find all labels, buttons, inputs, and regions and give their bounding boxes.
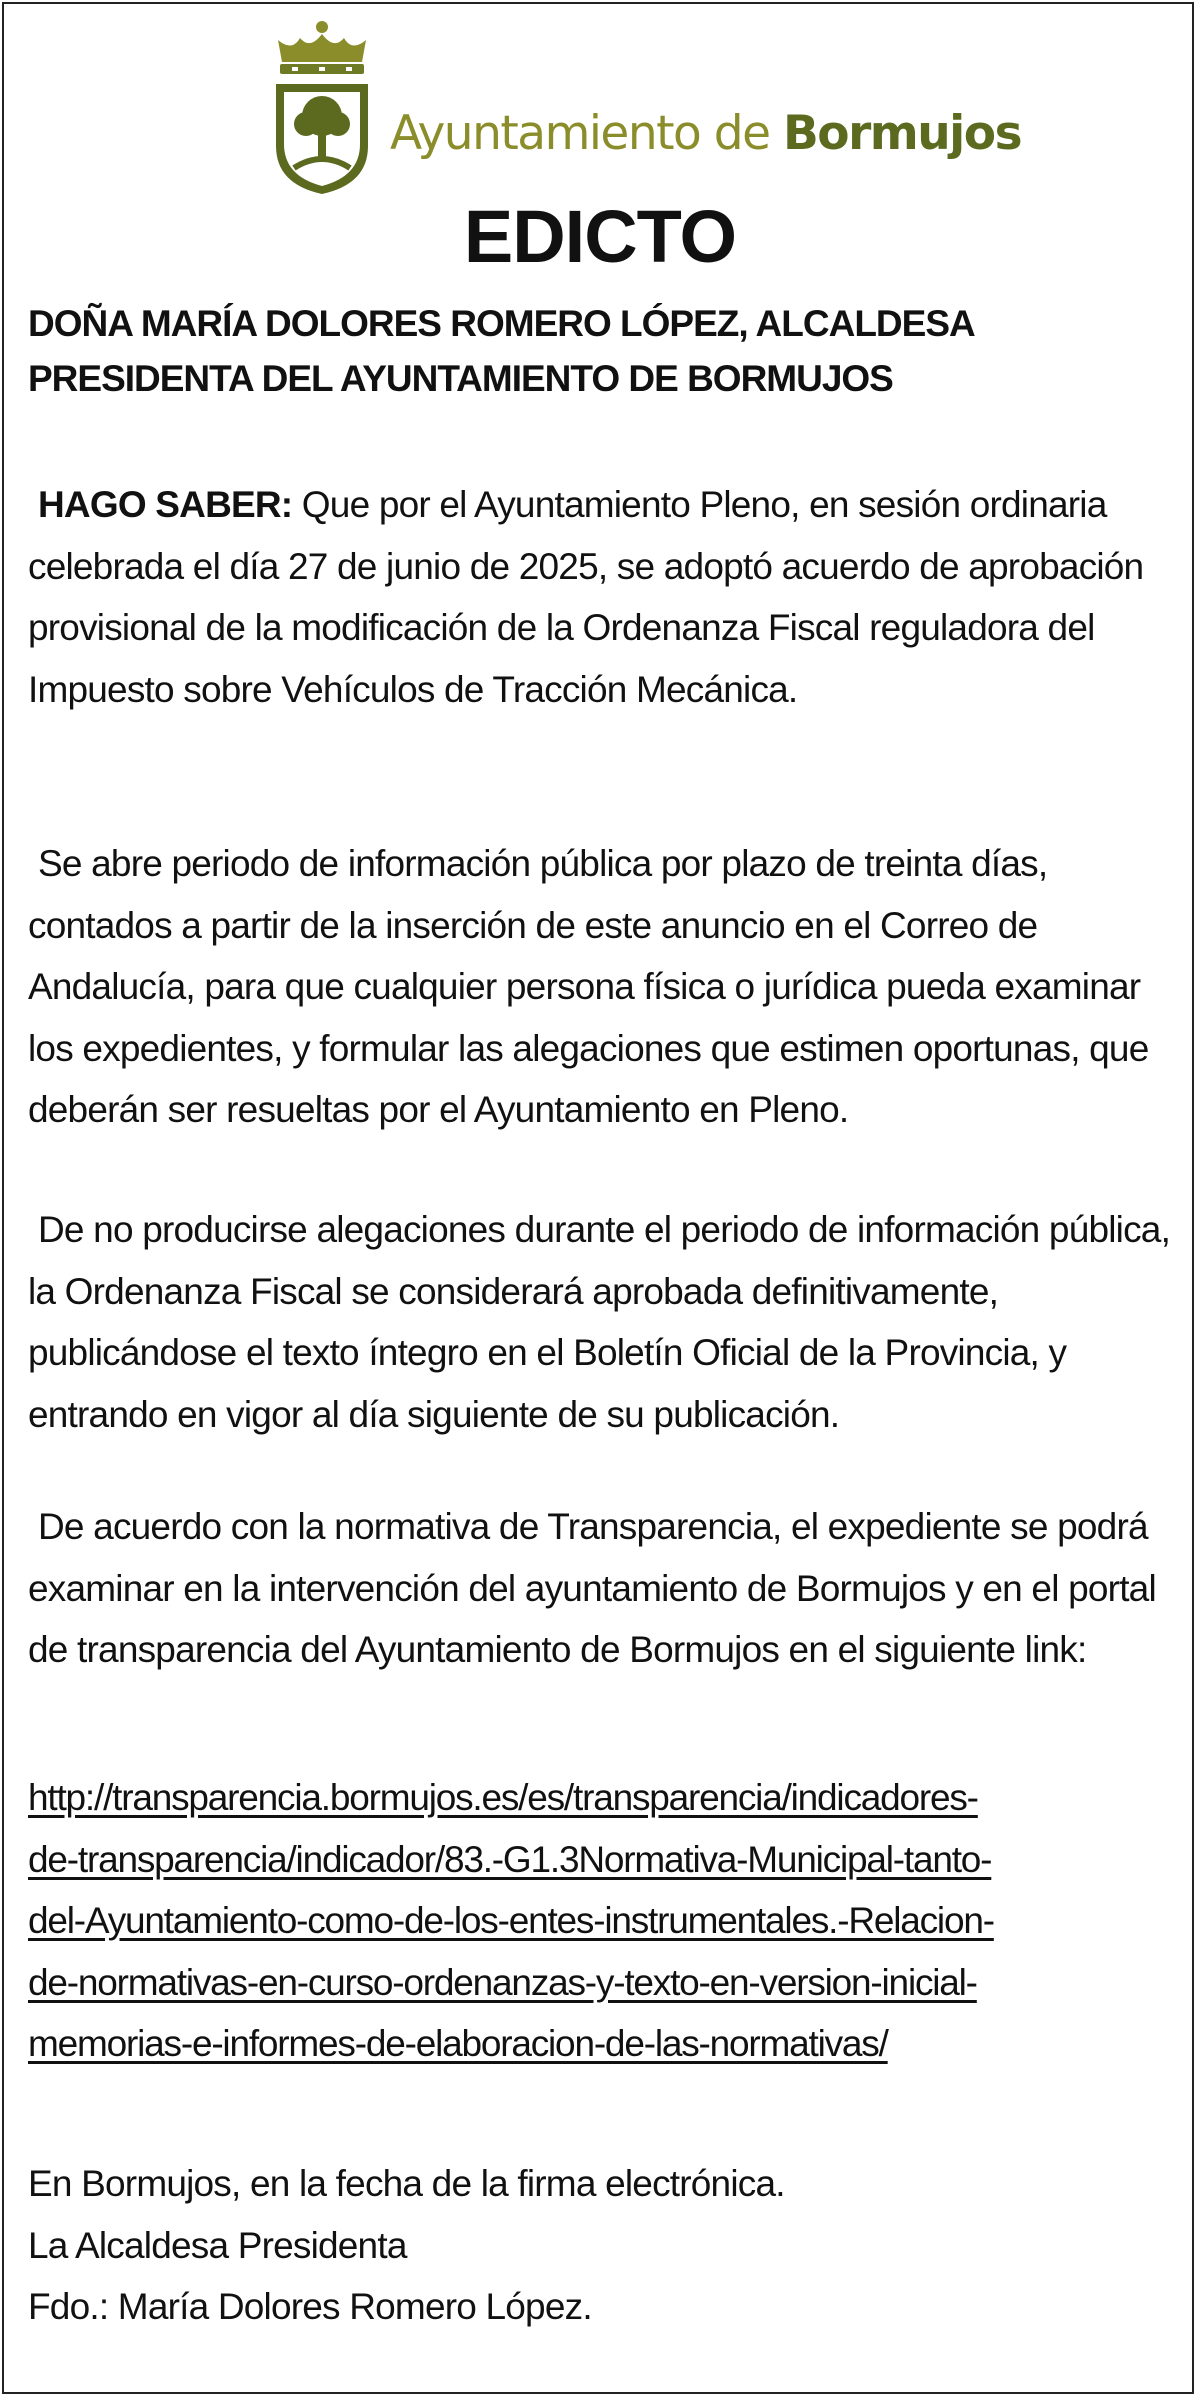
organization-name-emphasis: Bormujos [782, 106, 1022, 161]
transparency-link-line: memorias-e-informes-de-elaboracion-de-las-normativas/ [28, 2023, 888, 2064]
paragraph-public-information-text: Se abre periodo de información pública por plazo de treinta días, contados a partir de la inserción de este anuncio en el Correo de Andalucía, para que cualquier persona física o jurídica pueda examinar los expedientes, y formular las alegaciones que estimen oportunas, que deberán ser resueltas por el Ayuntamiento en Pleno. [28, 843, 1149, 1130]
transparency-link-line: http://transparencia.bormujos.es/es/transparencia/indicadores- [28, 1777, 978, 1818]
paragraph-definitive-approval [28, 1199, 1178, 1445]
paragraph-announcement [28, 474, 1178, 720]
transparency-portal-link[interactable] [28, 1767, 1178, 2075]
transparency-link-line: de-transparencia/indicador/83.-G1.3Normativa-Municipal-tanto- [28, 1838, 992, 1880]
document-title: EDICTO [463, 195, 737, 278]
transparency-link-line: de-normativas-en-curso-ordenanzas-y-texto-en-version-inicial- [28, 1961, 977, 2003]
paragraph-definitive-approval-text: De no producirse alegaciones durante el periodo de información pública, la Ordenanza Fiscal se considerará aprobada definitivamente, publicándose el texto íntegro en el Boletín Oficial de la Provincia, y entrando en vigor al día siguiente de su publicación. [28, 1209, 1171, 1435]
transparency-link-block [28, 1767, 1178, 2075]
organization-name-prefix: Ayuntamiento de [390, 106, 783, 161]
transparency-link-line: del-Ayuntamiento-como-de-los-entes-instrumentales.-Relacion- [28, 1900, 994, 1941]
paragraph-lead: HAGO SABER: [38, 484, 293, 525]
issuer-heading: DOÑA MARÍA DOLORES ROMERO LÓPEZ, ALCALDESA PRESIDENTA DEL AYUNTAMIENTO DE BORMUJOS [28, 303, 974, 399]
organization-name [390, 106, 1021, 161]
paragraph-transparency-text: De acuerdo con la normativa de Transparencia, el expediente se podrá examinar en la intervención del ayuntamiento de Bormujos y en el portal de transparencia del Ayuntamiento de Bormujos en el siguiente link: [28, 1506, 1156, 1670]
closing-signature: Fdo.: María Dolores Romero López. [28, 2286, 592, 2327]
paragraph-public-information [28, 833, 1178, 1141]
coat-of-arms-icon [270, 18, 374, 198]
paragraph-announcement-text: Que por el Ayuntamiento Pleno, en sesión ordinaria celebrada el día 27 de junio de 2025, se adoptó acuerdo de aprobación provisional de la modificación de la Ordenanza Fiscal reguladora del Impuesto sobre Vehículos de Tracción Mecánica. [28, 484, 1144, 710]
closing-place-date: En Bormujos, en la fecha de la firma electrónica. [28, 2163, 785, 2204]
paragraph-transparency [28, 1496, 1178, 1681]
closing-block [28, 2153, 1178, 2338]
letterhead [270, 18, 1022, 198]
closing-role: La Alcaldesa Presidenta [28, 2224, 407, 2266]
